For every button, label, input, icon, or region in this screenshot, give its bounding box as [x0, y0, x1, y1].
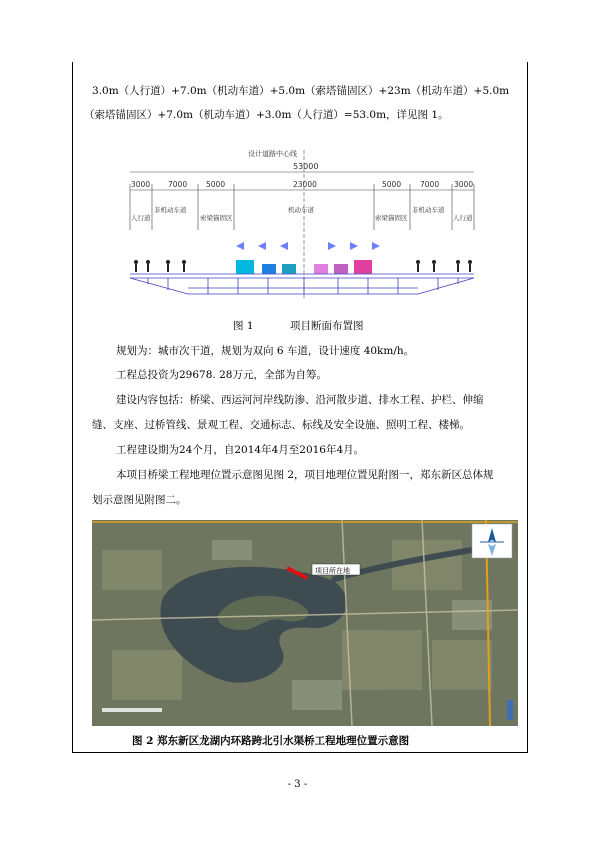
centerline-label: 设计道路中心线	[248, 150, 297, 158]
paragraph-period: 工程建设期为24个月，自2014年4月至2016年4月。	[116, 444, 365, 456]
dim-3: 5000	[206, 180, 226, 189]
figure1-caption-number: 图 1	[233, 320, 254, 332]
dim-2: 7000	[168, 180, 188, 189]
scale-bar	[102, 708, 162, 712]
zone-3: 索梁锚固区	[200, 214, 233, 222]
project-marker-label: 项目所在地	[315, 567, 350, 575]
dim-7: 3000	[454, 180, 474, 189]
figure2-caption: 图 2 郑东新区龙湖内环路跨北引水渠桥工程地理位置示意图	[132, 735, 410, 747]
traffic-arrows	[236, 242, 380, 250]
pedestrians	[134, 260, 472, 272]
paragraph-planning: 规划为：城市次干道，规划为双向 6 车道，设计速度 40km/h。	[116, 345, 415, 357]
paragraph-location-line1: 本项目桥梁工程地理位置示意图见图 2，项目地理位置见附图一，郑东新区总体规	[116, 469, 494, 481]
zone-2: 非机动车道	[154, 206, 187, 214]
paragraph-location-line2: 划示意图见附图二。	[92, 494, 187, 506]
paragraph-investment: 工程总投资为29678. 28万元，全部为自筹。	[116, 369, 327, 381]
dim-4: 23000	[293, 180, 317, 189]
satellite-map	[92, 520, 518, 726]
zone-7: 人行道	[453, 214, 473, 222]
north-arrow-icon	[472, 524, 512, 558]
zone-5: 索梁锚固区	[375, 214, 408, 222]
dim-6: 7000	[420, 180, 440, 189]
page-number: - 3 -	[287, 779, 308, 790]
paragraph-widths-line2: （索塔锚固区）+7.0m（机动车道）+3.0m（人行道）=53.0m，详见图 1。	[84, 109, 449, 121]
paragraph-content-line1: 建设内容包括：桥梁、西运河河岸线防渗、沿河散步道、排水工程、护栏、伸缩	[116, 394, 484, 406]
paragraph-widths-line1: 3.0m（人行道）+7.0m（机动车道）+5.0m（索塔锚固区）+23m（机动车道）+5.0m	[92, 85, 510, 97]
bridge-deck	[130, 274, 474, 294]
paragraph-content-line2: 缝、支座、过桥管线、景观工程、交通标志、标线及安全设施、照明工程、楼梯。	[92, 419, 470, 431]
dim-5: 5000	[382, 180, 402, 189]
zone-4: 机动车道	[288, 206, 314, 214]
figure1-caption-text: 项目断面布置图	[290, 320, 364, 332]
cross-section-figure	[128, 150, 478, 310]
dim-1: 3000	[131, 180, 151, 189]
zone-1: 人行道	[131, 214, 151, 222]
zone-6: 非机动车道	[412, 206, 445, 214]
total-width-label: 53000	[293, 162, 319, 171]
